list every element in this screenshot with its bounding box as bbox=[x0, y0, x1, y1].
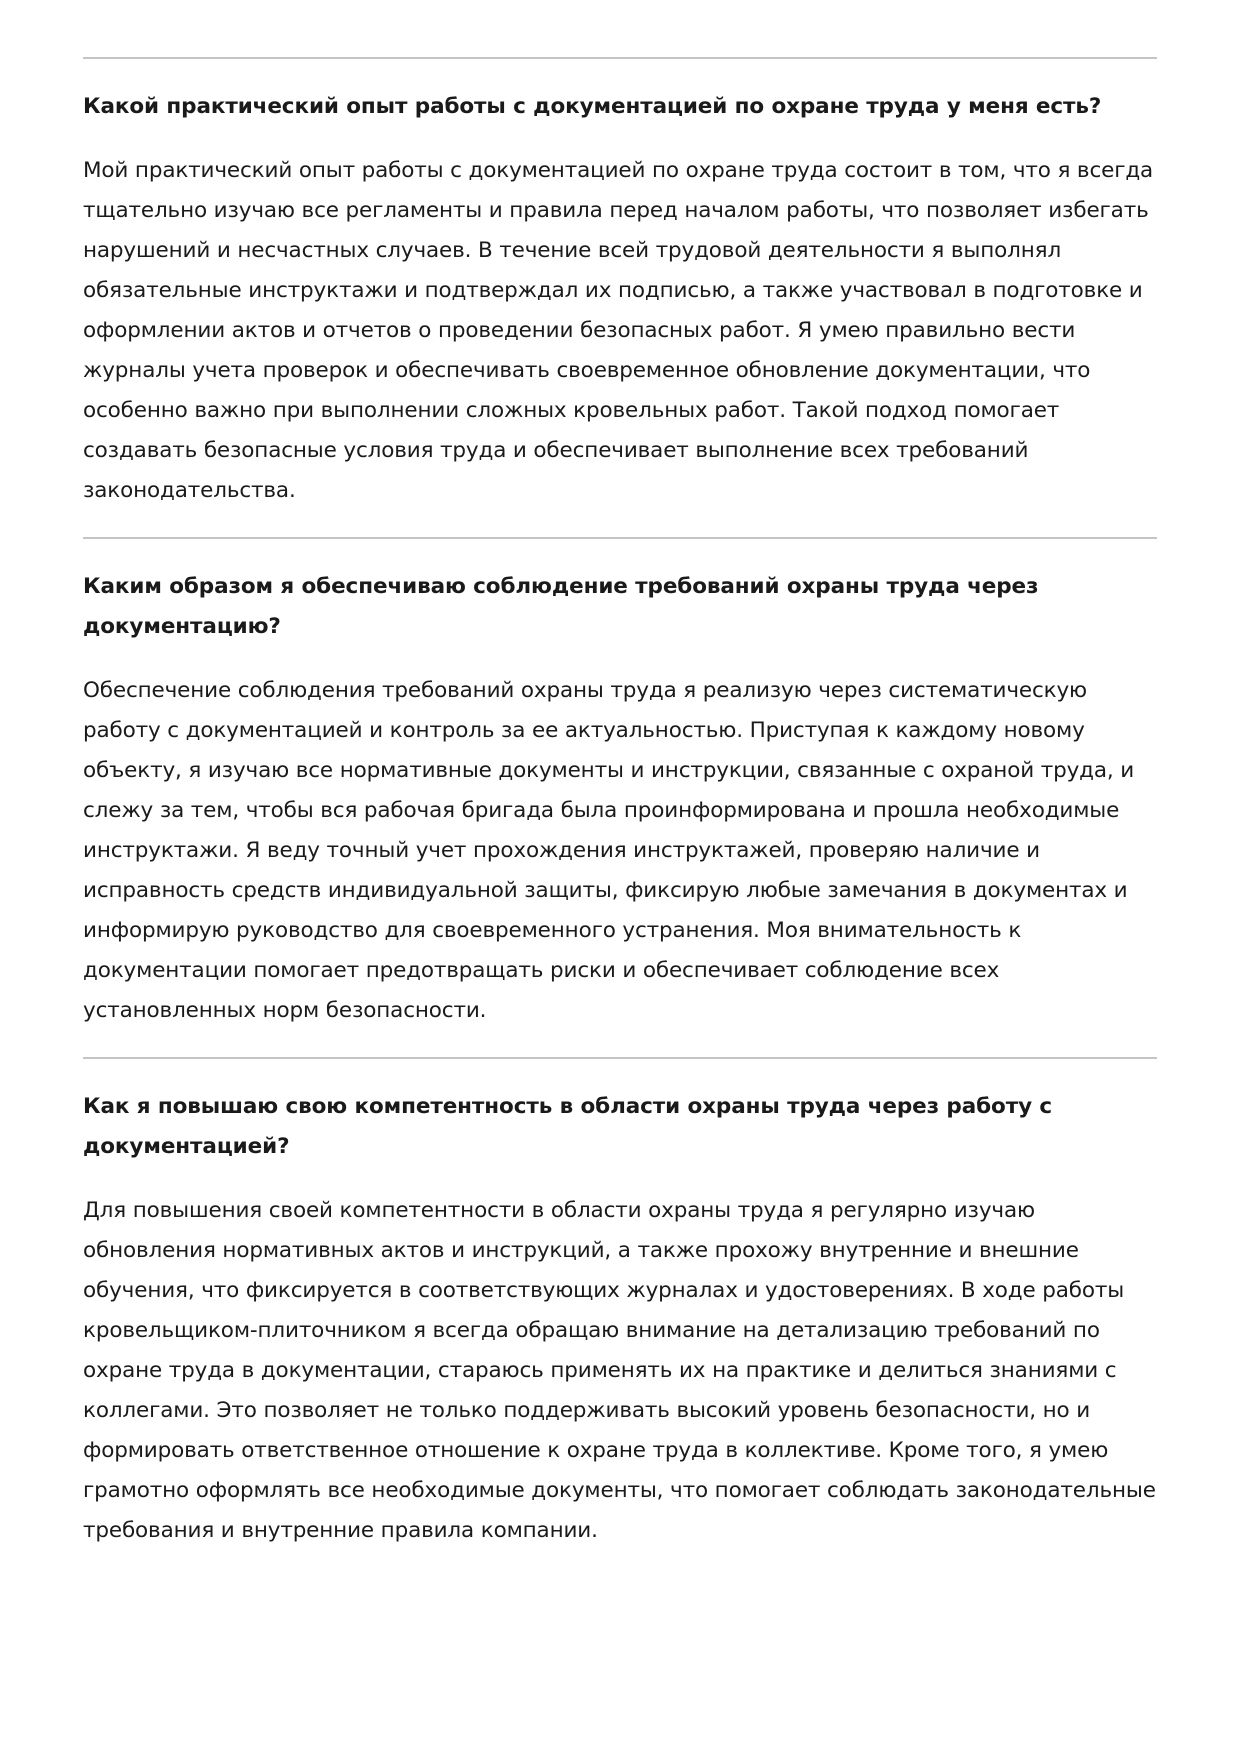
answer-paragraph: Для повышения своей компетентности в области охраны труда я регулярно изучаю обновления нормативных актов и инструкций, а также прохожу внутренние и внешние обучения, что фиксируется в соответствующих журналах и удостоверениях. В ходе работы кровельщиком-плиточником я всегда обращаю внимание на детализацию требований по охране труда в документации, стараюсь применять их на практике и делиться знаниями с коллегами. Это позволяет не только поддерживать высокий уровень безопасности, но и формировать ответственное отношение к охране труда в коллективе. Кроме того, я умею грамотно оформлять все необходимые документы, что помогает соблюдать законодательные требования и внутренние правила компании. bbox=[83, 1198, 1156, 1543]
question-heading: Как я повышаю свою компетентность в области охраны труда через работу с документацией? bbox=[83, 1094, 1053, 1159]
document-page bbox=[83, 0, 1157, 1577]
answer-paragraph: Мой практический опыт работы с документацией по охране труда состоит в том, что я всегда тщательно изучаю все регламенты и правила перед началом работы, что позволяет избегать нарушений и несчастных случаев. В течение всей трудовой деятельности я выполнял обязательные инструктажи и подтверждал их подписью, а также участвовал в подготовке и оформлении актов и отчетов о проведении безопасных работ. Я умею правильно вести журналы учета проверок и обеспечивать своевременное обновление документации, что особенно важно при выполнении сложных кровельных работ. Такой подход помогает создавать безопасные условия труда и обеспечивает выполнение всех требований законодательства. bbox=[83, 158, 1154, 503]
faq-section-2 bbox=[83, 539, 1157, 1057]
faq-section-3 bbox=[83, 1059, 1157, 1577]
question-heading: Каким образом я обеспечиваю соблюдение требований охраны труда через документацию? bbox=[83, 574, 1039, 639]
answer-paragraph: Обеспечение соблюдения требований охраны труда я реализую через систематическую работу с документацией и контроль за ее актуальностью. Приступая к каждому новому объекту, я изучаю все нормативные документы и инструкции, связанные с охраной труда, и слежу за тем, чтобы вся рабочая бригада была проинформирована и прошла необходимые инструктажи. Я веду точный учет прохождения инструктажей, проверяю наличие и исправность средств индивидуальной защиты, фиксирую любые замечания в документах и информирую руководство для своевременного устранения. Моя внимательность к документации помогает предотвращать риски и обеспечивает соблюдение всех установленных норм безопасности. bbox=[83, 678, 1135, 1023]
faq-section-1 bbox=[83, 59, 1157, 537]
question-heading: Какой практический опыт работы с документацией по охране труда у меня есть? bbox=[83, 94, 1102, 119]
